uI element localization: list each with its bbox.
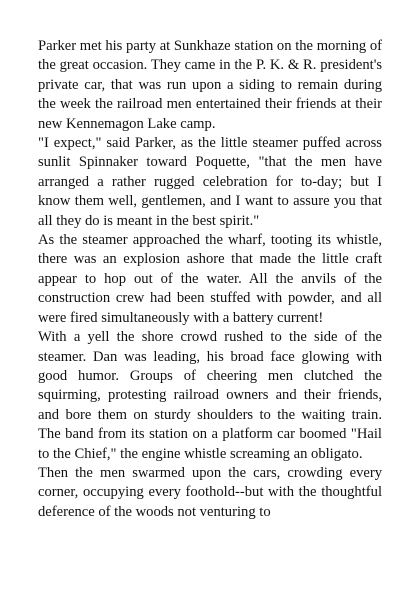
paragraph-4: With a yell the shore crowd rushed to the side of the steamer. Dan was leading, his broad face glowing with good humor. Groups of cheering men clutched the squirming, protesting railroad owners and their friends, and bore them on sturdy shoulders to the waiting train. The band from its station on a platform car boomed "Hail to the Chief," the engine whistle screaming an obligato. bbox=[38, 329, 382, 462]
document-page bbox=[38, 37, 382, 522]
paragraph-2: "I expect," said Parker, as the little steamer puffed across sunlit Spinnaker toward Poquette, "that the men have arranged a rather rugged celebration for to-day; but I know them well, gentlemen, and I want to assure you that all they do is meant in the best spirit." bbox=[38, 135, 382, 229]
paragraph-3: As the steamer approached the wharf, tooting its whistle, there was an explosion ashore that made the little craft appear to hop out of the water. All the anvils of the construction crew had been stuffed with powder, and all were fired simultaneously with a battery current! bbox=[38, 232, 382, 326]
paragraph-5: Then the men swarmed upon the cars, crowding every corner, occupying every foothold--but with the thoughtful deference of the woods not venturing to bbox=[38, 464, 382, 520]
paragraph-1: Parker met his party at Sunkhaze station on the morning of the great occasion. They came in the P. K. & R. president's private car, that was run upon a siding to remain during the week the railroad men entertained their friends at their new Kennemagon Lake camp. bbox=[38, 38, 382, 132]
